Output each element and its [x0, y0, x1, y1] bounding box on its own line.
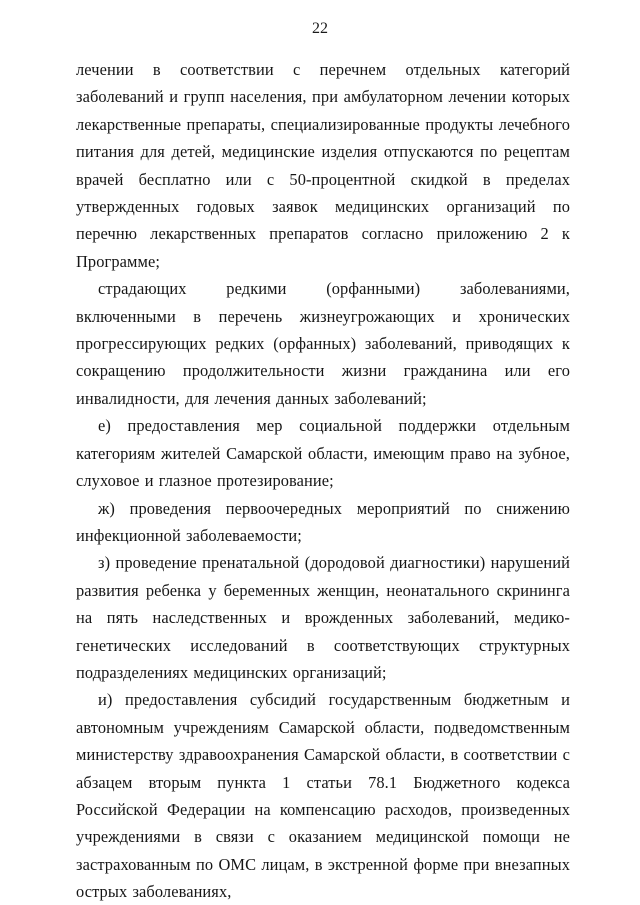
document-content — [0, 56, 640, 905]
paragraph: ж) проведения первоочередных мероприятий по снижению инфекционной заболеваемости; — [76, 498, 570, 545]
paragraph: з) проведение пренатальной (дородовой диагностики) нарушений развития ребенка у беременных женщин, неонатального скрининга на пять наследственных и врожденных заболеваний, медико-генетических исследований в соответствующих структурных подразделениях медицинских организаций; — [76, 553, 570, 682]
page-number: 22 — [312, 20, 328, 37]
paragraph: е) предоставления мер социальной поддержки отдельным категориям жителей Самарской области, имеющим право на зубное, слуховое и глазное протезирование; — [76, 416, 570, 491]
paragraph: страдающих редкими (орфанными) заболеваниями, включенными в перечень жизнеугрожающих и хронических прогрессирующих редких (орфанных) заболеваний, приводящих к сокращению продолжительности жизни гражданина или его инвалидности, для лечения данных заболеваний; — [76, 279, 570, 408]
paragraph: лечении в соответствии с перечнем отдельных категорий заболеваний и групп населения, при амбулаторном лечении которых лекарственные препараты, специализированные продукты лечебного питания для детей, медицинские изделия отпускаются по рецептам врачей бесплатно или с 50-процентной скидкой в пределах утвержденных годовых заявок медицинских организаций по перечню лекарственных препаратов согласно приложению 2 к Программе; — [76, 60, 570, 271]
paragraph: и) предоставления субсидий государственным бюджетным и автономным учреждениям Самарской области, подведомственным министерству здравоохранения Самарской области, в соответствии с абзацем вторым пункта 1 статьи 78.1 Бюджетного кодекса Российской Федерации на компенсацию расходов, произведенных учреждениями в связи с оказанием медицинской помощи не застрахованным по ОМС лицам, в экстренной форме при внезапных острых заболеваниях, — [76, 690, 570, 902]
